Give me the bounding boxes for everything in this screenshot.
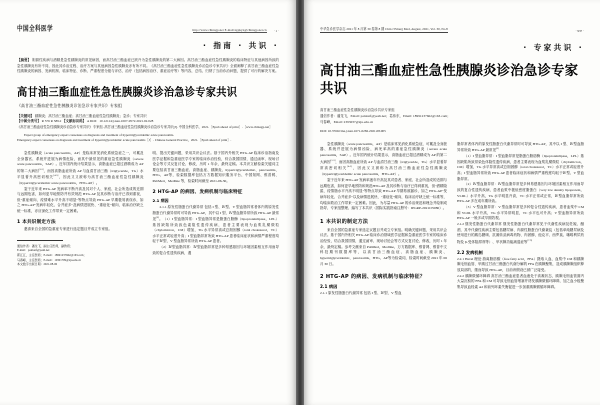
ref-marker: [7-9] xyxy=(527,238,533,242)
citation-english-line2: Emergency expert consensus on diagnosis and treatment of hypertriglyceridemic acute pancreatitis［J］. Chinese General Practice，2021.［Epub ahead of print］. xyxy=(17,138,232,143)
right-meta-block xyxy=(320,108,584,125)
left-col1-p2: ，而因高脂血症所致 AP 与血清甘油三酯（triglyceride，TG）水平显著升高密切相关 xyxy=(17,168,144,180)
clc-label: 【中图分类号】 xyxy=(17,119,41,124)
heading-method-left: 1 本共识制定方法 xyxy=(17,220,56,226)
book-gutter xyxy=(296,0,304,405)
right-col2-mech xyxy=(457,257,584,291)
right-doi[interactable]: DOI: 10.3760/cma.j.issn.1671-0282.2021.08.005 xyxy=(320,128,386,133)
left-col2-text xyxy=(153,151,280,184)
left-column-1 xyxy=(17,151,144,267)
abstract-block xyxy=(17,58,279,75)
paragraph: 2.1.1 原发性脂蛋白代谢异常 包括 I 型、Ⅳ型、V 型血 xyxy=(320,291,402,296)
clc-doc-line xyxy=(17,119,279,124)
paragraph xyxy=(320,142,447,178)
right-col2-text xyxy=(457,142,584,246)
right-journal-citation: 中华急诊医学杂志 2021 年 8 月第 30 卷第 8 期 Chin J Emerg Med, August, 2021, Vol. 30, No.8 xyxy=(320,27,448,32)
right-section-banner: · 专家共识 · xyxy=(523,43,584,52)
paragraph xyxy=(153,205,280,245)
journal-logo-text: 中国全科医学 xyxy=(17,25,53,33)
paragraph: （2）Ⅳ型血脂异常：Ⅳ型血脂异常是多种易感基因与环境因素相互作用而导致的复合性遗传疾病，患者血浆中极低密度脂蛋白（very low density lipoprotein，VLDL）水平升高，TG 水平明显升高，TC 水平正常或正常，Ⅳ型血脂异常所致 HTG-AP 多在成年期所致。 xyxy=(457,182,584,204)
paragraph: 2.2.2 胰腺微循环障碍 高甘油三酯血症患者血液处于高凝状态，胰腺毛细血管面内大量沉积的 FFA 和 CM 可导致毛细血管堵塞并诱发胰腺微循环障碍，加之血小板聚集导致血栓素 A2 和前列环素失衡促进一步加重胰腺微循环障碍。 xyxy=(457,273,584,290)
paragraph xyxy=(457,222,584,246)
left-article-title: 高甘油三酯血症性急性胰腺炎诊治急诊专家共识 xyxy=(17,86,238,99)
paragraph: 明、提出关键问题，采用共识会议法。基于国内外相关 HTG-AP 临床诊治指南及医学证据和急重症医学专家的临床诊治经验，综合我国国情，通过函审、现场讨论会等方式反复讨论、修改，历时 1 年余，最终定稿。本共识文献检索关键词主要包括高甘油三酯血症、高脂血症、胰腺炎、hypertriglyceridemic、pancreatitis、HTG、AP等，检索数据库包括万方数据知识服务平台、中国知网、维普网、PubMed、Medline 等，检索时间截至 2021-06-30。 xyxy=(152,151,279,183)
keywords-value: 胰腺炎；高甘油三酯血症；高甘油三酯血症性急性胰腺炎；急诊；专家共识 xyxy=(34,113,147,118)
paragraph: （3）V 型血脂异常：V 型血脂异常是多种复合性遗传疾病，患者血浆中 CM 和 VLDL 水平升高，TG 水平异常明显，TC 水平也可升高；V 型血脂异常所致 HTG-AP 一般多或早期效观。 xyxy=(457,205,584,221)
ref-marker: [4-5] xyxy=(53,174,59,178)
heading-mechanism-right: 2.2 发病机制 xyxy=(457,249,483,255)
paragraph xyxy=(457,142,584,154)
right-author-group: 高甘油三酯血症性急性胰腺炎诊治急诊共识专家组 xyxy=(320,108,395,113)
right-article-title: 高甘油三酯血症性急性胰腺炎诊治急诊专家共识 xyxy=(320,64,579,97)
citation-chinese: 《高甘油三酯血症性急性胰腺炎诊治急诊专家共识》专家组. 高甘油三酯血症性急性胰腺炎诊治急诊专家共识[J]. 中国全科医学，2021.［Epub ahead of print］.［www.chinagp.net］ xyxy=(17,125,273,130)
right-col1-p3: ，因此又又被称为高甘油三酯血症性急性胰腺炎（hypertriglyceridemic acute pancreatitis，HTG-AP）。 xyxy=(320,166,448,177)
left-column-2 xyxy=(153,151,280,267)
right-col1-p2: ，而因高脂血症所致 AP 与血清甘油三酯（triglyceride，TG）水平显著异常高密切相关 xyxy=(320,159,448,171)
right-page xyxy=(304,0,600,405)
left-col2-text-2 xyxy=(153,205,280,256)
right-col2-p5: 2.1.2 继发性脂蛋白代谢异常 继发性脂蛋白代谢异常见于代谢性疾病及妊娠、酗酒，其中代谢性疾病主要包括糖尿病、肉源性脂蛋白代谢紊乱（包括单纯糖尿病及使用进行的胰岛糖调、抗凝转录病毒药物、肉固醇、他克平、西罗莫、噻嗪利尿药物及 β-受体阻滞剂等）、甲状腺功能减退症等 xyxy=(457,221,584,245)
heading-section2-right: 2 HTG-AP 的病因、发病机制与临床特征？ xyxy=(320,274,426,281)
paragraph: 邀请来自全国的急重症专家进行选定题目并成立专家组。 xyxy=(24,227,112,232)
heading-section2-left: 2 HTG-AP 的病因、发病机制与临床特征 xyxy=(152,190,243,196)
left-col1-text xyxy=(17,151,144,214)
paragraph: 2.2.1 Havel 理论 游离脂肪酸（free fatty acid，FFA）摄取入血、血浆中 CM 和胰腺腺毛细血管、甲胰过甘油三酯蛋白代谢分解的 FFA 在胰腺聚集，造成胰腺腺组织释放局部的，继而导致 HTG-AP，目前该假设已被广泛接受。 xyxy=(457,256,584,273)
heading-cause-right: 2.1 病因 xyxy=(320,284,338,290)
ref-marker: [4-5] xyxy=(347,165,352,169)
paragraph: （1）I 型血脂异常：I 型血脂异常是脂蛋白脂肪酶（lipoproteinlipase，LPL）基因缺陷所致常染色体隐性遗传疾病，患者主要表现为血浆乳糜微粒（chylomicron，CM）增加，TG 水平异常高或总胆固醇（total cholesterol，TC）水平正常或轻度升高；I 型血脂异常所致 HTG-AP 患者临床症状和病情严重程度均轻于Ⅳ型、V 型血脂异常。 xyxy=(457,154,584,181)
left-method-text xyxy=(17,227,144,233)
left-col1-p1: 急性胰腺炎（acute pancreatitis，AP）是临床常见消化系统急症之一，可累及全身器官、系统并进展为病情危险，而其中最常见的重症急性胰腺炎（severe acute pancreatitis，SAP）。近年国内统计结果显示，高脂血症已超过酒精成为 AP 的第二大病因 xyxy=(17,151,144,173)
right-column-1 xyxy=(320,142,447,297)
left-col2-p3: 。（1）I 型血脂异常：I 型血脂异常是脂蛋白脂酶（lipoproteinlipase，LPL）基因缺陷所致致色素阻性遗传疾病，患者主要表现为血浆乳糜微粒（chylomicron，CM）增加，TG 水平异常高或总胆固醇（total cholesterol，TC）水平正常或轻度升高；I 型血脂异常所致 HTG-AP 患者临床症状和病情严重程度均轻于Ⅳ型、V 型血脂异常所致 HTG-AP 患者。 xyxy=(152,217,279,244)
paragraph: 来自全国的急重症专家选定议题目并成立专家组。明确关键问题，采用共识会议法。基于国内外相关 HTG-AP 临床诊治领域医学证据和急重症医学专家的临床诊治经验，结合我国国情，通过函审、现场讨论会等方式反复讨论、修改，历时 1 年余，最终定稿。参考文献来自 PubMed、Medline、万方数据库、维普网、维普中文科技期刊数据库等，以高甘油三酯血症、高脂血症、胰腺炎、hypertriglyceridemic、pancreatitis、HTG、AP等为检索词，检索时间截至 2021 年 06 月 30 日。 xyxy=(320,227,447,266)
journal-url[interactable]: http://www.chinagp.net E-mail:zgqkyx@chinagp.net.cn xyxy=(192,27,267,32)
footnote-line[interactable]: 马春峰，主任医师；E-mail：19301709@zju.edu.cn xyxy=(17,257,81,262)
footnote-line: 通信作者：潘龙飞，副主任医师，副教授； xyxy=(17,243,73,248)
left-two-column-body xyxy=(17,151,279,267)
paragraph: 鉴于近年来 HTG-AP 发病率不断升高及其对个人、家庭、社会所造成的近期与远期危害，如何更早地预防并有效规范 HTG-AP 及其诊断与治疗已得到重视，但"重症倾向、疫情难水平升高不明显"等特点导致 HTG-AP 早期极易被误诊，如之 HTG-AP"发病年轻化、合并症多"及病情进展快、"重症化"倾向，临床治疗缺乏统一标准，亦应深化工作带来一定困难。 xyxy=(17,186,144,213)
abstract-label: 【摘要】 xyxy=(17,58,32,62)
footnote-divider xyxy=(17,240,63,241)
clc-value: R 576 R 589.2 xyxy=(41,119,62,124)
ref-marker: [1-3] xyxy=(38,167,44,171)
left-page-number: · 1 · xyxy=(273,29,279,33)
right-corresponding-line-1[interactable]: 通信作者：潘龙飞，Email: panlonf@yeah.net；葛伟东，Email: 18991237662@163.com； xyxy=(320,114,451,119)
right-corresponding-line-2[interactable]: 马春峰，Email: 2393037@zju.edu.cn xyxy=(320,119,374,124)
left-page xyxy=(0,0,296,405)
ref-marker: [6] xyxy=(156,216,159,220)
paragraph xyxy=(17,151,144,186)
paragraph: 鉴于近年来 HTG-AP 发病率逐年升高及其对患者、家庭、社会所造成的近期与远期危害，如何更早地预防和规范HTG-AP 及其诊断与治疗已得到重视，但"酒精隐匿、疫情脂水平升高不明显"等特点导致 HTG-AP 早期易被漏诊，如之 HTG-AP"发病年轻化、合并症多"以及病情进展快、"重症化"倾向，临床治疗缺乏统一标准等，均临床救治工作带来一定困难。因此，为尽量 HTG-AP 的诊治规范和理念并绘制成指导、专家组整理、编写了本共识（国际实践指南注册号：IPGRP-2021CN080）。 xyxy=(320,177,448,211)
right-method-text xyxy=(320,228,447,268)
doccode-label: 【文献标识码】 xyxy=(62,119,86,124)
heading-cause-left: 2.1 病因 xyxy=(152,198,169,204)
right-two-column-body xyxy=(320,142,584,297)
right-col2-p1: 脂异常者体内的原发性脂蛋白代谢异常时可导致 HTG-AP，其中以 I 型、Ⅳ型血脂异常所致 HTG-AP 最常见 xyxy=(457,141,584,153)
left-author-group: 《高甘油三酯血症性急性胰腺炎诊治急诊专家共识》专家组 xyxy=(17,103,123,108)
heading-method-right: 1 本共识的制定方法 xyxy=(320,218,369,225)
left-col1-p3: ，因此又又被称为高甘油三酯血症性急性胰腺炎（hypertriglyceridemic acute pancreatitis，HTG-AP）。 xyxy=(17,175,144,186)
right-col1-text xyxy=(320,142,447,212)
citation-english-line1: Expert group of emergency expert consensus on diagnosis and treatment of hypertriglyceridemic acute pancreatitis. xyxy=(24,133,175,138)
left-section-banner: · 指南 · 共识 · xyxy=(202,41,279,50)
keywords-label: 【关键词】 xyxy=(17,113,34,118)
doccode-value: A DOI：10.12114/j.issn.1007-9572.2021.02.028 xyxy=(86,119,154,124)
right-column-2 xyxy=(457,142,584,297)
footnote-line[interactable]: 郭江江，主任医师；E-mail：18991237662@163.com； xyxy=(17,252,87,257)
footnote-line: 本文数字出版日期：2021-08-06 xyxy=(17,262,58,267)
ref-marker: [6] xyxy=(495,147,499,151)
citation-english xyxy=(17,133,279,143)
abstract-text: 胆源性疾病与酒精是急性胰腺炎的常见病因，而高甘油三酯血症已跃升为急性胰腺炎的第二大病因。高甘油三酯血症性急性胰腺炎的临床特征与其他病因所致的急性胰腺炎有所不同，因此其诊治过程、治疗方案与其他病因急性胰腺炎亦有所不同。《高甘油三酯血症性急性胰腺炎诊治急诊专家共识》全面阐释了高甘油三酯血症性急性胰腺炎的病因、发病机制、临床特征、诊断、严重程度分级与评估、治疗（包括病因治疗、重症治疗等）等内容，总结、归纳了当前诊治问题，提供了可行的解决方案。 xyxy=(17,58,279,74)
paragraph: （2）Ⅳ型血脂异常：Ⅳ型血脂异常是多种易感基因与环境因素相互作用而导致的复合性遗传疾病，遇 xyxy=(152,244,279,255)
right-running-head xyxy=(320,22,584,33)
right-page-number: · 937 · xyxy=(575,29,584,33)
right-col1-p1: 急性胰腺炎（acute pancreatitis，AP）是临床常见消化系统急症，可累及全身脏器、系统并进展为病情凶险，病死率高的重症急性胰腺炎（severe acute pancreatitis，SAP）。近年国内统计结果显示，高脂血症已超过酒精成为 AP 的第二大病因 xyxy=(320,141,447,164)
right-col1-tail xyxy=(320,291,447,297)
left-running-head xyxy=(17,22,279,33)
footnote-line[interactable]: E-mail：panlonf@yeah.net xyxy=(17,248,50,253)
left-col2-p2: 2.1.1 原发性脂蛋白代谢异常 包括 I 型、Ⅳ型、V 型血脂异常者体内的原发性脂蛋白代谢异常时可导致 HTG-AP，其中以 I 型、Ⅳ型血脂异常所致 HTG-AP 最常见 xyxy=(152,205,279,222)
ref-marker: [1-3] xyxy=(330,158,336,162)
left-footnote-block xyxy=(17,244,144,267)
